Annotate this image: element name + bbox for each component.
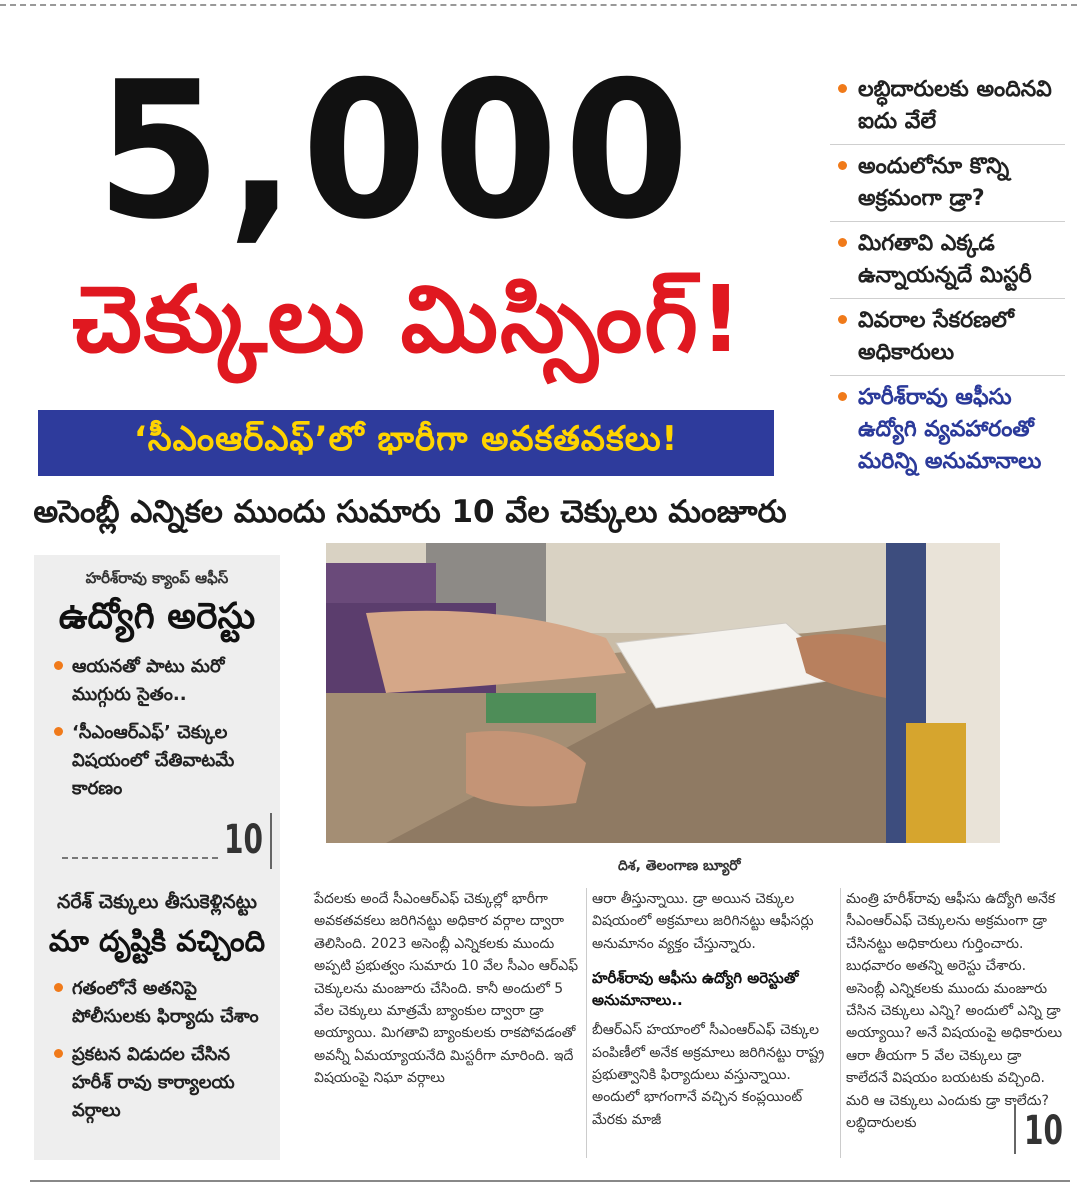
sidebar-list-2	[48, 975, 272, 1135]
sidebar-list	[48, 653, 268, 813]
sidebar-kicker: హరీశ్‌రావు క్యాంప్ ఆఫీస్	[85, 569, 229, 587]
sidebar-box	[34, 555, 280, 1160]
article-column-1: పేదలకు అందే సీఎంఆర్ఎఫ్ చెక్కుల్లో భారీగా అవకతవకలు జరిగినట్టు అధికార వర్గాల ద్వారా తెలిసింది. 2023 అసెంబ్లీ ఎన్నికలకు ముందు అప్పటి ప్రభుత్వం సుమారు 10 వేల సీఎం ఆర్ఎఫ్ చెక్కులను మంజూరు చేసింది. కానీ అందులో 5 వేల చెక్కులు మాత్రమే బ్యాంకుల ద్వారా డ్రా అయ్యాయి. మిగతావి బ్యాంకులకు రాకపోవడంతో అవన్నీ ఏమయ్యాయనేది మిస్టరీగా మారింది. ఇదే విషయంపై నిఘా వర్గాలు	[314, 891, 579, 1087]
column-rule	[840, 888, 841, 1158]
key-point	[830, 222, 1065, 299]
news-photo	[326, 543, 1000, 843]
sidebar-item-text: ఆయనతో పాటు మరో ముగ్గురు సైతం..	[72, 656, 225, 705]
article-paragraph: బీఆర్ఎస్ హయాంలో సీఎంఆర్ఎఫ్ చెక్కుల పంపిణీలో అనేక అక్రమాలు జరిగినట్టు రాష్ట్ర ప్రభుత్వానికి ఫిర్యాదులు వస్తున్నాయి. అందులో భాగంగానే వచ్చిన కంప్లయింట్ మేరకు మాజీ	[592, 1022, 825, 1128]
sidebar-item-text: ప్రకటన విడుదల చేసిన హరీశ్ రావు కార్యాలయ వర్గాలు	[72, 1044, 235, 1121]
article-column-3: మంత్రి హరీశ్‌రావు ఆఫీసు ఉద్యోగి అనేక సీఎంఆర్ఎఫ్ చెక్కులను అక్రమంగా డ్రా చేసినట్టు అధికారులు గుర్తించారు. బుధవారం అతన్ని అరెస్టు చేశారు. అసెంబ్లీ ఎన్నికలకు ముందు మంజూరు చేసిన చెక్కులు ఎన్ని? అందులో ఎన్ని డ్రా అయ్యాయి? అనే విషయంపై అధికారులు ఆరా తీయగా 5 వేల చెక్కులు డ్రా కాలేదనే విషయం బయటకు వచ్చింది. మరి ఆ చెక్కులు ఎందుకు డ్రా కాలేదు? లబ్ధిదారులకు	[846, 891, 1063, 1132]
sidebar-kicker-2: నరేశ్ చెక్కులు తీసుకెళ్లినట్టు	[57, 891, 257, 913]
sidebar-title: ఉద్యోగి అరెస్టు	[58, 596, 256, 637]
bullet-dot-icon	[838, 392, 847, 401]
key-point-text: లబ్ధిదారులకు అందినవి ఐదు వేలే	[858, 77, 1052, 134]
sidebar-item-text: గతంలోనే అతనిపై పోలీసులకు ఫిర్యాదు చేశాం	[72, 978, 259, 1027]
sidebar-item-text: ‘సీఎంఆర్ఎఫ్’ చెక్కుల విషయంలో చేతివాటమే కారణం	[72, 722, 235, 799]
key-points-list	[830, 68, 1065, 484]
top-dashed-rule	[0, 4, 1077, 6]
sidebar-dashed-divider	[62, 857, 218, 859]
key-point-text: వివరాల సేకరణలో అధికారులు	[858, 308, 1014, 365]
key-point-text: మిగతావి ఎక్కడ ఉన్నాయన్నదే మిస్టరీ	[858, 231, 1032, 288]
headline-band-text: ‘సీఎంఆర్ఎఫ్’లో భారీగా అవకతవకలు!	[133, 419, 679, 459]
headline-subhead: అసెంబ్లీ ఎన్నికల ముందు సుమారు 10 వేల చెక్కులు మంజూరు	[33, 494, 787, 530]
sidebar-list-item	[48, 719, 268, 803]
bullet-dot-icon	[54, 661, 63, 670]
article-page-number: 10	[1024, 1108, 1063, 1154]
article-paragraph: ఆరా తీస్తున్నాయి. డ్రా అయిన చెక్కుల విషయంలో అక్రమాలు జరిగినట్టు ఆఫీసర్లు అనుమానం వ్యక్తం చేస్తున్నారు.	[592, 891, 814, 952]
bottom-rule	[30, 1180, 1070, 1182]
bullet-dot-icon	[838, 315, 847, 324]
sidebar-page-number: 10	[224, 817, 263, 863]
sidebar-title-2: మా దృష్టికి వచ్చింది	[48, 924, 266, 958]
sidebar-list-item	[48, 1041, 272, 1125]
bullet-dot-icon	[838, 84, 847, 93]
headline-title: చెక్కులు మిస్సింగ్!	[72, 266, 744, 373]
page-number-rule	[270, 813, 272, 869]
column-rule	[586, 888, 587, 1158]
bullet-dot-icon	[54, 727, 63, 736]
headline-band	[38, 410, 774, 476]
headline-number: 5,000	[96, 41, 696, 262]
key-point	[830, 376, 1065, 484]
cheque-handover-illustration	[326, 543, 1000, 843]
page-number-rule	[1014, 1104, 1016, 1154]
bullet-dot-icon	[54, 983, 63, 992]
bullet-dot-icon	[54, 1049, 63, 1058]
key-point-text: హరీశ్‌రావు ఆఫీసు ఉద్యోగి వ్యవహారంతో మరిన్ని అనుమానాలు	[858, 385, 1042, 474]
bullet-dot-icon	[838, 161, 847, 170]
sidebar-list-item	[48, 653, 268, 709]
bullet-dot-icon	[838, 238, 847, 247]
key-point	[830, 145, 1065, 222]
article-dateline: దిశ, తెలంగాణ బ్యూరో	[618, 858, 741, 874]
key-point	[830, 68, 1065, 145]
key-point-text: అందులోనూ కొన్ని అక్రమంగా డ్రా?	[858, 154, 1010, 211]
article-subheading: హరీశ్‌రావు ఆఫీసు ఉద్యోగి అరెస్టుతో అనుమానాలు..	[592, 969, 799, 1010]
key-point	[830, 299, 1065, 376]
article-column-2	[592, 888, 837, 1131]
sidebar-list-item	[48, 975, 272, 1031]
